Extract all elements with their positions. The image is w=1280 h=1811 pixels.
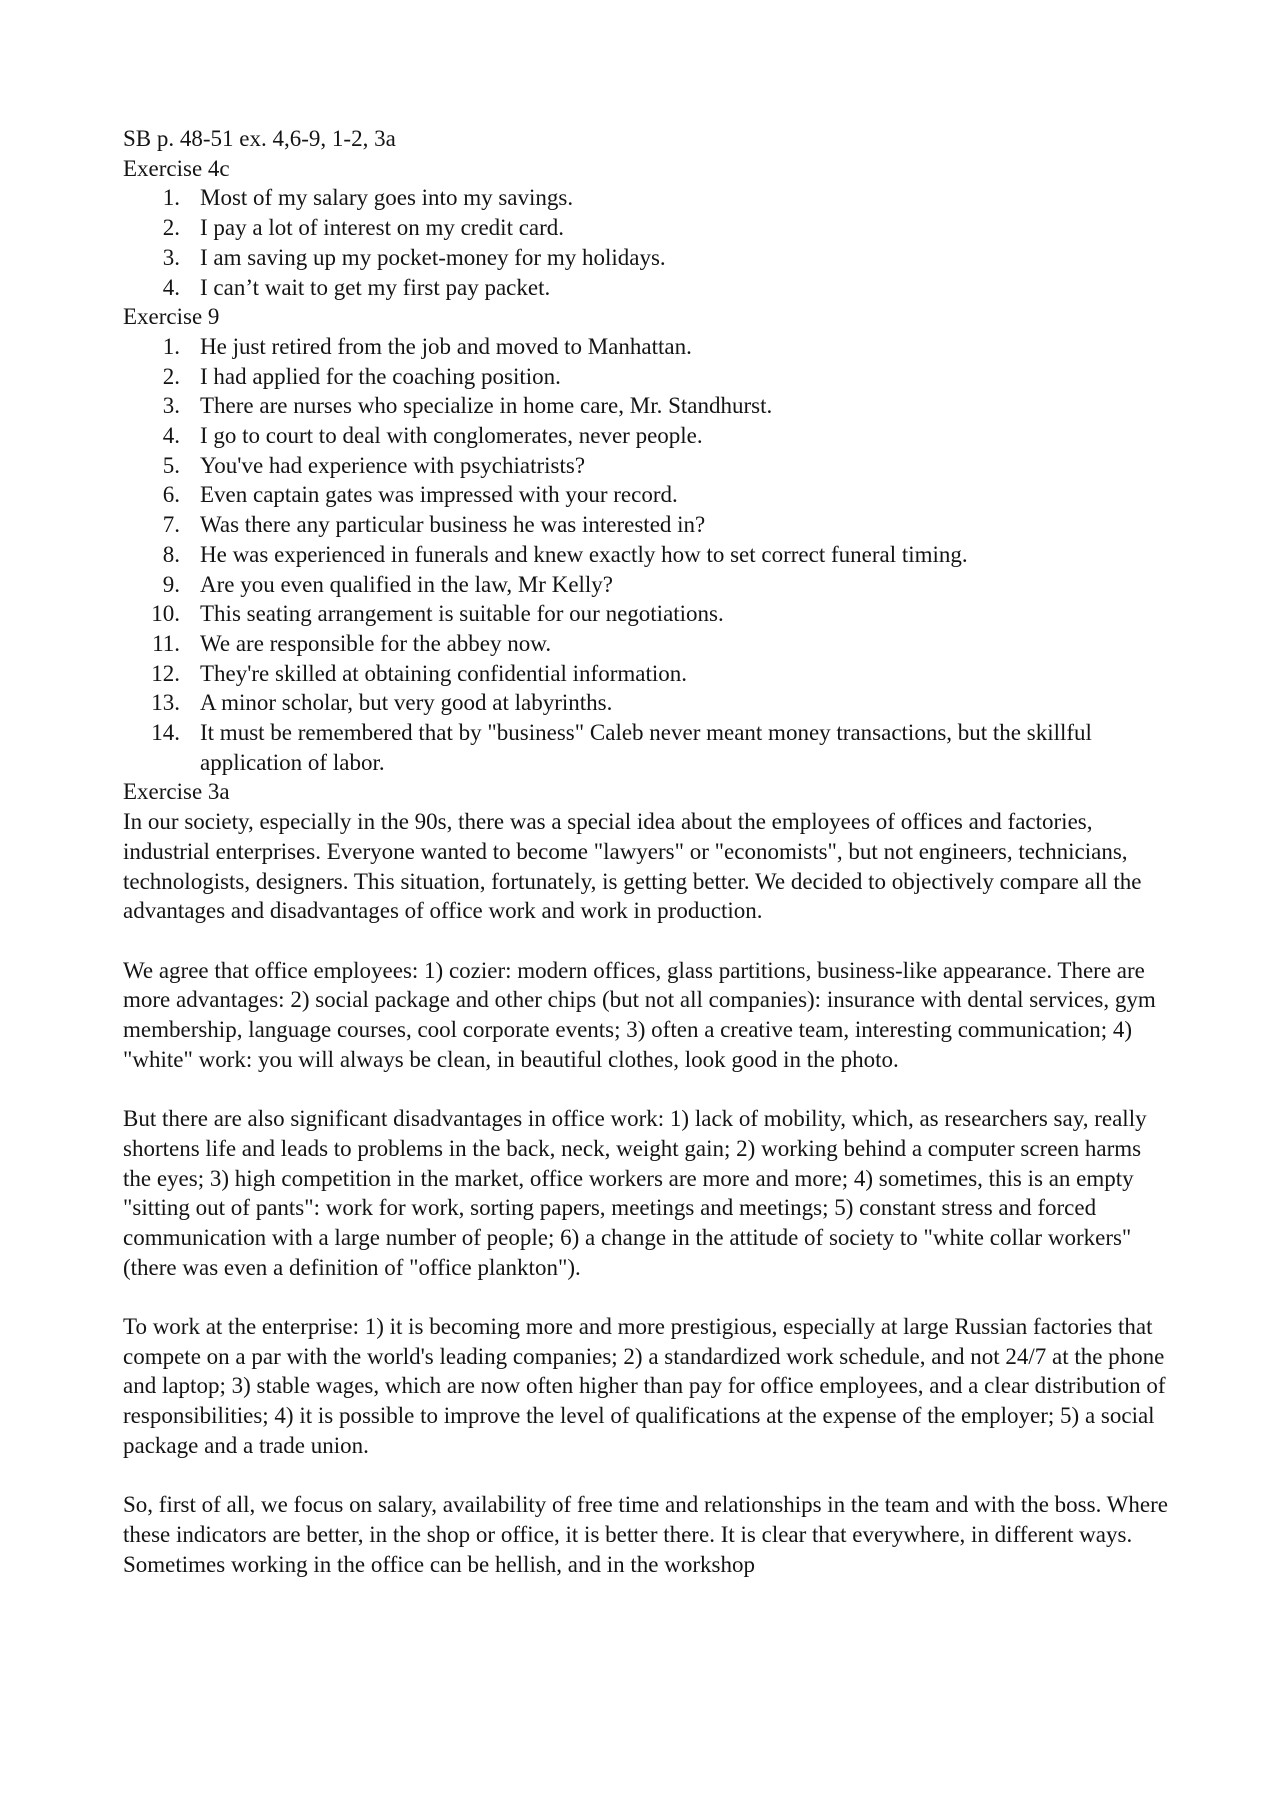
list-item [123, 273, 1168, 303]
list-item-text: Most of my salary goes into my savings. [200, 185, 574, 211]
list-item [123, 718, 1168, 777]
list-item-number: 1. [162, 333, 180, 359]
list-item-number: 11. [152, 630, 180, 656]
list-item [123, 332, 1168, 362]
list-item [123, 659, 1168, 689]
list-item-number: 7. [162, 512, 180, 538]
list-item [123, 570, 1168, 600]
list-item-number: 1. [162, 185, 180, 211]
list-item-number: 8. [162, 541, 180, 567]
body-paragraph: To work at the enterprise: 1) it is becoming more and more prestigious, especially at large Russian factories that compete on a par with the world's leading companies; 2) a standardized work schedule, and not 24/7 at the phone and laptop; 3) stable wages, which are now often higher than pay for office employees, and a clear distribution of responsibilities; 4) it is possible to improve the level of qualifications at the expense of the employer; 5) a social package and a trade union. [123, 1314, 1166, 1458]
list-item-number: 6. [162, 482, 180, 508]
list-item-text: We are responsible for the abbey now. [200, 630, 552, 656]
list-item [123, 183, 1168, 213]
list-item-text: You've had experience with psychiatrists? [200, 452, 586, 478]
exercise-4c-list [123, 183, 1168, 302]
list-item-text: Are you even qualified in the law, Mr Kelly? [200, 571, 614, 597]
exercise-4c-title: Exercise 4c [123, 155, 230, 181]
list-item [123, 243, 1168, 273]
list-item-number: 9. [162, 571, 180, 597]
list-item-text: I pay a lot of interest on my credit card. [200, 215, 565, 241]
list-item-number: 4. [162, 274, 180, 300]
list-item-text: It must be remembered that by "business" Caleb never meant money transactions, but the skillful application of labor. [200, 720, 1092, 775]
list-item [123, 362, 1168, 392]
list-item [123, 629, 1168, 659]
list-item-number: 10. [151, 601, 180, 627]
list-item [123, 213, 1168, 243]
list-item-number: 14. [151, 720, 180, 746]
body-paragraph: But there are also significant disadvantages in office work: 1) lack of mobility, which, as researchers say, really shortens life and leads to problems in the back, neck, weight gain; 2) working behind a computer screen harms the eyes; 3) high competition in the market, office workers are more and more; 4) sometimes, this is an empty "sitting out of pants": work for work, sorting papers, meetings and meetings; 5) constant stress and forced communication with a large number of people; 6) a change in the attitude of society to "white collar workers" (there was even a definition of "office plankton"). [123, 1106, 1147, 1280]
list-item [123, 391, 1168, 421]
exercise-9-title: Exercise 9 [123, 304, 220, 330]
list-item [123, 599, 1168, 629]
list-item-text: They're skilled at obtaining confidential information. [200, 660, 688, 686]
list-item [123, 480, 1168, 510]
exercise-9-list [123, 332, 1168, 778]
list-item-text: I am saving up my pocket-money for my holidays. [200, 244, 666, 270]
list-item-text: Even captain gates was impressed with your record. [200, 482, 678, 508]
body-paragraph: So, first of all, we focus on salary, availability of free time and relationships in the team and with the boss. Where these indicators are better, in the shop or office, it is better there. It is clear that everywhere, in different ways. Sometimes working in the office can be hellish, and in the workshop [123, 1492, 1168, 1577]
list-item-number: 13. [151, 690, 180, 716]
list-item-number: 5. [162, 452, 180, 478]
list-item [123, 510, 1168, 540]
document-header: SB p. 48-51 ex. 4,6-9, 1-2, 3a [123, 126, 396, 151]
list-item [123, 451, 1168, 481]
exercise-3a-text [123, 807, 1168, 1579]
list-item [123, 688, 1168, 718]
list-item [123, 421, 1168, 451]
list-item-number: 3. [162, 244, 180, 270]
list-item-number: 2. [162, 215, 180, 241]
list-item-text: He was experienced in funerals and knew exactly how to set correct funeral timing. [200, 541, 968, 567]
list-item-number: 4. [162, 423, 180, 449]
list-item-number: 12. [151, 660, 180, 686]
list-item-text: He just retired from the job and moved to Manhattan. [200, 333, 692, 359]
document-page [123, 124, 1168, 1579]
list-item-text: There are nurses who specialize in home care, Mr. Standhurst. [200, 393, 773, 419]
list-item-text: I go to court to deal with conglomerates, never people. [200, 423, 703, 449]
list-item-text: This seating arrangement is suitable for our negotiations. [200, 601, 724, 627]
list-item-number: 3. [162, 393, 180, 419]
list-item-number: 2. [162, 363, 180, 389]
list-item-text: I can’t wait to get my first pay packet. [200, 274, 551, 300]
list-item [123, 540, 1168, 570]
list-item-text: A minor scholar, but very good at labyrinths. [200, 690, 613, 716]
list-item-text: Was there any particular business he was interested in? [200, 512, 706, 538]
body-paragraph: In our society, especially in the 90s, there was a special idea about the employees of offices and factories, industrial enterprises. Everyone wanted to become "lawyers" or "economists", but not engineers, technicians, technologists, designers. This situation, fortunately, is getting better. We decided to objectively compare all the advantages and disadvantages of office work and work in production. [123, 809, 1142, 924]
list-item-text: I had applied for the coaching position. [200, 363, 561, 389]
body-paragraph: We agree that office employees: 1) cozier: modern offices, glass partitions, business-like appearance. There are more advantages: 2) social package and other chips (but not all companies): insurance with dental services, gym membership, language courses, cool corporate events; 3) often a creative team, interesting communication; 4) "white" work: you will always be clean, in beautiful clothes, look good in the photo. [123, 957, 1156, 1072]
exercise-3a-title: Exercise 3a [123, 779, 230, 805]
